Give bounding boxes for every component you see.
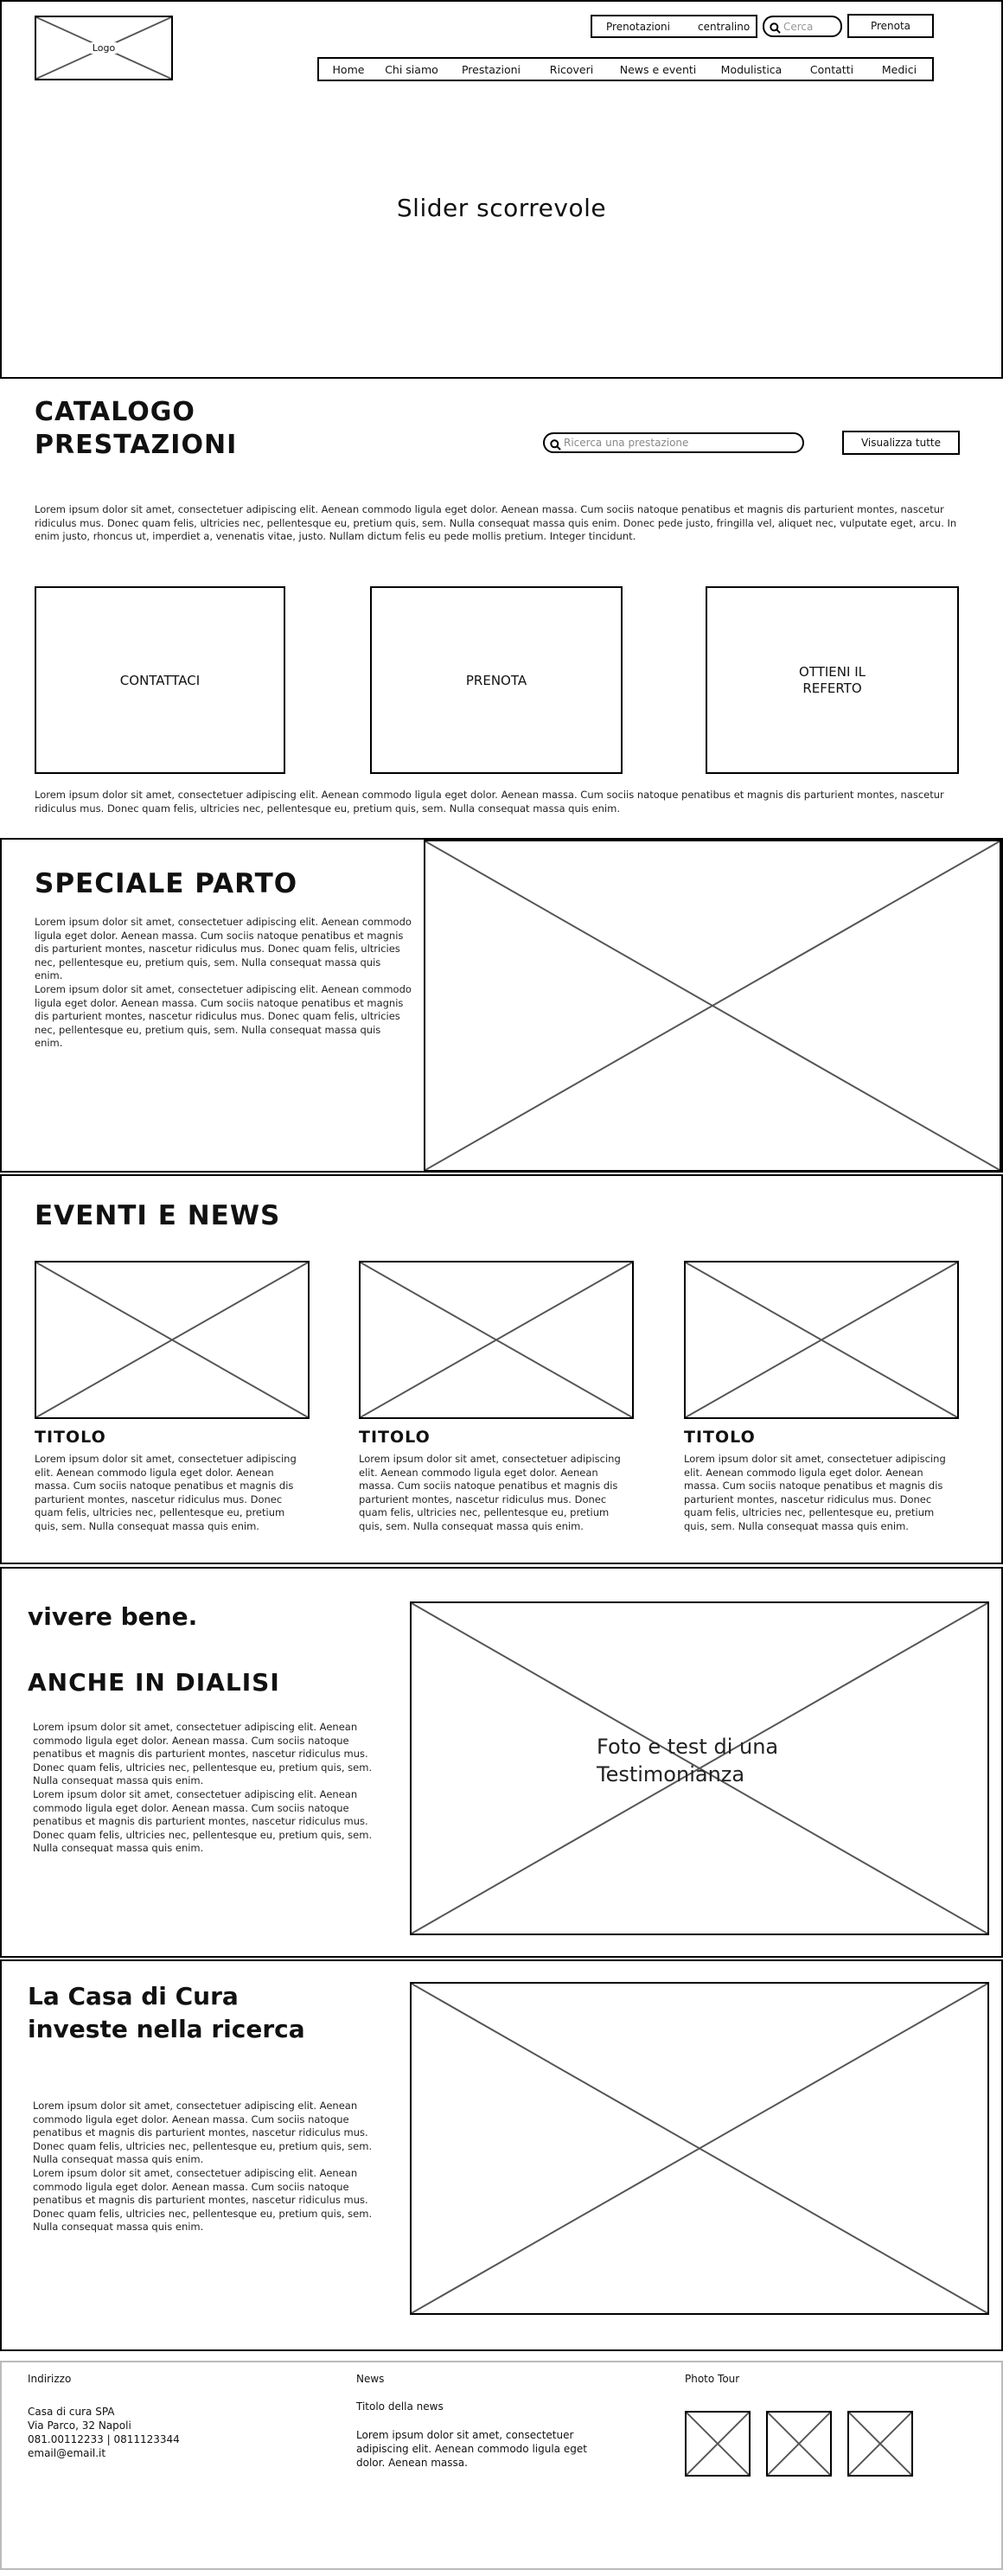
prenotazioni-link[interactable]: Prenotazioni <box>606 21 670 33</box>
nav-item-news-eventi[interactable]: News e eventi <box>619 63 697 76</box>
footer-news-heading: News <box>356 2373 385 2385</box>
footer-company: Casa di cura SPA <box>28 2406 115 2418</box>
card-referto[interactable] <box>706 586 959 774</box>
dialisi-title: ANCHE IN DIALISI <box>28 1668 280 1697</box>
card-referto-label: OTTIENI IL REFERTO <box>799 663 866 696</box>
card-prenota[interactable] <box>370 586 623 774</box>
ricerca-image <box>410 1982 989 2315</box>
nav-item-home[interactable]: Home <box>332 63 365 76</box>
photo-tour-thumb-1[interactable] <box>685 2411 751 2477</box>
nav-item-prestazioni[interactable]: Prestazioni <box>461 63 521 76</box>
catalog-search-placeholder: Ricerca una prestazione <box>564 437 689 449</box>
view-all-button[interactable] <box>842 431 960 455</box>
ricerca-text: Lorem ipsum dolor sit amet, consectetuer adipiscing elit. Aenean commodo ligula eget dolor. Aenean massa. Cum sociis natoque penatibus et magnis dis parturient montes, nascetur ridiculus mus. Donec quam felis, ultricies nec, pellentesque eu, pretium quis, sem. Nulla consequat massa quis enim. Lorem ipsum dolor sit amet, consectetuer adipiscing elit. Aenean commodo ligula eget dolor. Aenean massa. Cum sociis natoque penatibus et magnis dis parturient montes, nascetur ridiculus mus. Donec quam felis, ultricies nec, pellentesque eu, pretium quis, sem. Nulla consequat massa quis enim. <box>33 2100 373 2234</box>
ricerca-title: La Casa di Cura investe nella ricerca <box>28 1982 305 2043</box>
centralino-link[interactable]: centralino <box>698 21 751 33</box>
news-title: EVENTI E NEWS <box>35 1200 281 1231</box>
logo-label: Logo <box>92 42 116 54</box>
main-nav <box>317 57 934 81</box>
footer-news-title[interactable]: Titolo della news <box>356 2400 444 2413</box>
catalog-search-input[interactable] <box>543 432 804 453</box>
search-icon <box>550 438 561 449</box>
news-image-2 <box>359 1261 634 1419</box>
top-links-bar <box>591 15 757 38</box>
news-item-1-text: Lorem ipsum dolor sit amet, consectetuer adipiscing elit. Aenean commodo ligula eget dolor. Aenean massa. Cum sociis natoque penatibus et magnis dis parturient montes, nascetur ridiculus mus. Donec quam felis, ultricies nec, pellentesque eu, pretium quis, sem. Nulla consequat massa quis enim. <box>35 1453 297 1532</box>
card-prenota-label: PRENOTA <box>465 672 527 688</box>
news-item-2-text: Lorem ipsum dolor sit amet, consectetuer adipiscing elit. Aenean commodo ligula eget dolor. Aenean massa. Cum sociis natoque penatibus et magnis dis parturient montes, nascetur ridiculus mus. Donec quam felis, ultricies nec, pellentesque eu, pretium quis, sem. Nulla consequat massa quis enim. <box>359 1453 621 1532</box>
dialisi-subtitle: vivere bene. <box>28 1602 198 1631</box>
prenota-button-label: Prenota <box>870 20 911 32</box>
catalog-outro: Lorem ipsum dolor sit amet, consectetuer adipiscing elit. Aenean commodo ligula eget dolor. Aenean massa. Cum sociis natoque penatibus et magnis dis parturient montes, nascetur ridiculus mus. Donec quam felis, ultricies nec, pellentesque eu, pretium quis, sem. Nulla consequat massa quis enim. <box>35 789 944 815</box>
footer-phones[interactable]: 081.00112233 | 0811123344 <box>28 2433 180 2445</box>
testimonial-media[interactable] <box>410 1601 989 1935</box>
nav-item-medici[interactable]: Medici <box>881 63 917 76</box>
news-item-2-title[interactable]: TITOLO <box>359 1428 431 1447</box>
parto-title: SPECIALE PARTO <box>35 868 298 899</box>
footer-street: Via Parco, 32 Napoli <box>28 2419 131 2432</box>
news-image-1 <box>35 1261 310 1419</box>
parto-text: Lorem ipsum dolor sit amet, consectetuer adipiscing elit. Aenean commodo ligula eget dolor. Aenean massa. Cum sociis natoque penatibus et magnis dis parturient montes, nascetur ridiculus mus. Donec quam felis, ultricies nec, pellentesque eu, pretium quis, sem. Nulla consequat massa quis enim. Lorem ipsum dolor sit amet, consectetuer adipiscing elit. Aenean commodo ligula eget dolor. Aenean massa. Cum sociis natoque penatibus et magnis dis parturient montes, nascetur ridiculus mus. Donec quam felis, ultricies nec, pellentesque eu, pretium quis, sem. Nulla consequat massa quis enim. <box>35 916 412 1050</box>
parto-image <box>424 840 1001 1172</box>
news-item-3-title[interactable]: TITOLO <box>684 1428 756 1447</box>
catalog-title-line1: CATALOGO <box>35 397 195 427</box>
dialisi-text: Lorem ipsum dolor sit amet, consectetuer adipiscing elit. Aenean commodo ligula eget dolor. Aenean massa. Cum sociis natoque penatibus et magnis dis parturient montes, nascetur ridiculus mus. Donec quam felis, ultricies nec, pellentesque eu, pretium quis, sem. Nulla consequat massa quis enim. Lorem ipsum dolor sit amet, consectetuer adipiscing elit. Aenean commodo ligula eget dolor. Aenean massa. Cum sociis natoque penatibus et magnis dis parturient montes, nascetur ridiculus mus. Donec quam felis, ultricies nec, pellentesque eu, pretium quis, sem. Nulla consequat massa quis enim. <box>33 1721 373 1855</box>
news-item-1-title[interactable]: TITOLO <box>35 1428 106 1447</box>
slider-label: Slider scorrevole <box>396 193 607 222</box>
view-all-label: Visualizza tutte <box>860 437 942 449</box>
footer-address-heading: Indirizzo <box>28 2373 72 2385</box>
card-contattaci-label: CONTATTACI <box>119 672 201 688</box>
nav-item-chi-siamo[interactable]: Chi siamo <box>385 63 438 76</box>
news-image-3 <box>684 1261 959 1419</box>
news-item-3-text: Lorem ipsum dolor sit amet, consectetuer adipiscing elit. Aenean commodo ligula eget dolor. Aenean massa. Cum sociis natoque penatibus et magnis dis parturient montes, nascetur ridiculus mus. Donec quam felis, ultricies nec, pellentesque eu, pretium quis, sem. Nulla consequat massa quis enim. <box>684 1453 946 1532</box>
search-placeholder: Cerca <box>783 21 814 33</box>
footer-photo-heading: Photo Tour <box>685 2373 740 2385</box>
nav-item-modulistica[interactable]: Modulistica <box>720 63 783 76</box>
search-icon <box>770 21 781 32</box>
photo-tour-thumb-2[interactable] <box>766 2411 832 2477</box>
testimonial-caption: Foto e test di una Testimonianza <box>597 1735 779 1787</box>
prenota-button[interactable] <box>847 14 934 38</box>
nav-item-contatti[interactable]: Contatti <box>809 63 854 76</box>
footer-news-text: Lorem ipsum dolor sit amet, consectetuer adipiscing elit. Aenean commodo ligula eget dolor. Aenean massa. <box>356 2429 587 2469</box>
photo-tour-thumb-3[interactable] <box>847 2411 913 2477</box>
footer-email[interactable]: email@email.it <box>28 2447 106 2459</box>
hero-slider[interactable] <box>0 173 1003 242</box>
catalog-title <box>35 396 294 462</box>
header-search[interactable] <box>763 16 842 37</box>
catalog-title-line2: PRESTAZIONI <box>35 430 238 460</box>
logo[interactable] <box>35 16 173 80</box>
catalog-intro: Lorem ipsum dolor sit amet, consectetuer adipiscing elit. Aenean commodo ligula eget dolor. Aenean massa. Cum sociis natoque penatibus et magnis dis parturient montes, nascetur ridiculus mus. Donec quam felis, ultricies nec, pellentesque eu, pretium quis, sem. Nulla consequat massa quis enim. Donec pede justo, fringilla vel, aliquet nec, vulputate eget, arcu. In enim justo, rhoncus ut, imperdiet a, venenatis vitae, justo. Nullam dictum felis eu pede mollis pretium. Integer tincidunt. <box>35 503 957 543</box>
nav-item-ricoveri[interactable]: Ricoveri <box>549 63 594 76</box>
card-contattaci[interactable] <box>35 586 285 774</box>
